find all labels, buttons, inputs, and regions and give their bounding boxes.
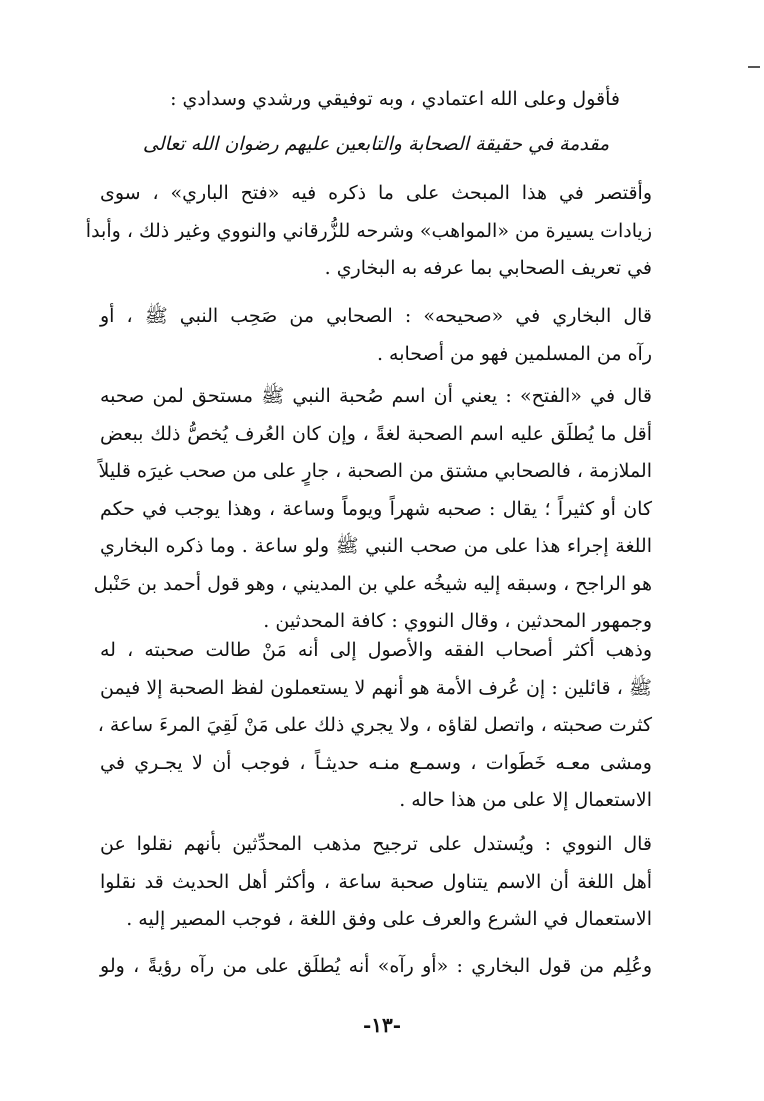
- intro-line: فأقول وعلى الله اعتمادي ، وبه توفيقي ورشدي وسدادي :: [170, 88, 620, 110]
- paragraph-line: رآه من المسلمين فهو من أصحابه .: [376, 342, 652, 365]
- paragraph-line: قال البخاري في «صحيحه» : الصحابي من صَحِب النبي ﷺ ، أو: [100, 305, 652, 327]
- paragraph-line: كان أو كثيراً ؛ يقال : صحبه شهراً ويوماً وساعة ، وهذا يوجب في حكم: [100, 497, 652, 520]
- paragraph-line: كثرت صحبته ، واتصل لقاؤه ، ولا يجري ذلك على مَنْ لَقِيَ المرءَ ساعة ،: [97, 714, 652, 736]
- paragraph-line: وجمهور المحدثين ، وقال النووي : كافة المحدثين .: [263, 610, 652, 632]
- paragraph-line: زيادات يسيرة من «المواهب» وشرحه للزُّرقاني والنووي وغير ذلك ، وأبدأ: [85, 219, 652, 242]
- paragraph-2: [100, 298, 652, 373]
- paragraph-line: قال في «الفتح» : يعني أن اسم صُحبة النبي ﷺ مستحق لمن صحبه: [100, 385, 652, 407]
- paragraph-line: اللغة إجراء هذا على من صحب النبي ﷺ ولو ساعة . وما ذكره البخاري: [100, 535, 652, 557]
- paragraph-line: في تعريف الصحابي بما عرفه به البخاري .: [324, 257, 652, 279]
- paragraph-line: هو الراجح ، وسبقه إليه شيخُه علي بن المديني ، وهو قول أحمد بن حَنْبل: [93, 572, 652, 595]
- paragraph-line: وعُلِم من قول البخاري : «أو رآه» أنه يُطلَق على من رآه رؤيةً ، ولو: [100, 955, 652, 977]
- paragraph-line: ﷺ ، قائلين : إن عُرف الأمة هو أنهم لا يستعملون لفظ الصحبة إلا فيمن: [100, 676, 652, 699]
- paragraph-6: [100, 948, 652, 986]
- page-number: -١٣-: [362, 1013, 402, 1037]
- paragraph-line: الملازمة ، فالصحابي مشتق من الصحبة ، جارٍ على من صحب غيرَه قليلاً: [98, 460, 652, 482]
- paragraph-line: ومشى معـه خَطَوات ، وسمـع منـه حديثـاً ، فوجب أن لا يجـري في: [100, 751, 652, 774]
- paragraph-line: وذهب أكثر أصحاب الفقه والأصول إلى أنه مَنْ طالت صحبته ، له: [100, 639, 652, 661]
- paragraph-line: وأقتصر في هذا المبحث على ما ذكره فيه «فتح الباري» ، سوى: [100, 182, 652, 204]
- paragraph-3: [93, 378, 652, 641]
- paragraph-5: [100, 826, 652, 939]
- paragraph-1: [85, 175, 652, 288]
- paragraph-line: أهل اللغة أن الاسم يتناول صحبة ساعة ، وأكثر أهل الحديث قد نقلوا: [100, 870, 652, 893]
- paragraph-line: أقل ما يُطلَق عليه اسم الصحبة لغةً ، وإن كان العُرف يُخصُّ ذلك ببعض: [100, 422, 652, 445]
- paragraph-line: قال النووي : ويُستدل على ترجيح مذهب المحدِّثين بأنهم نقلوا عن: [100, 833, 652, 855]
- paragraph-line: الاستعمال في الشرع والعرف على وفق اللغة ، فوجب المصير إليه .: [126, 908, 652, 930]
- paragraph-4: [97, 632, 652, 820]
- paragraph-line: الاستعمال إلا على من هذا حاله .: [399, 789, 652, 811]
- scan-corner-mark: [748, 66, 760, 68]
- section-heading: مقدمة في حقيقة الصحابة والتابعين عليهم رضوان الله تعالى: [142, 133, 610, 155]
